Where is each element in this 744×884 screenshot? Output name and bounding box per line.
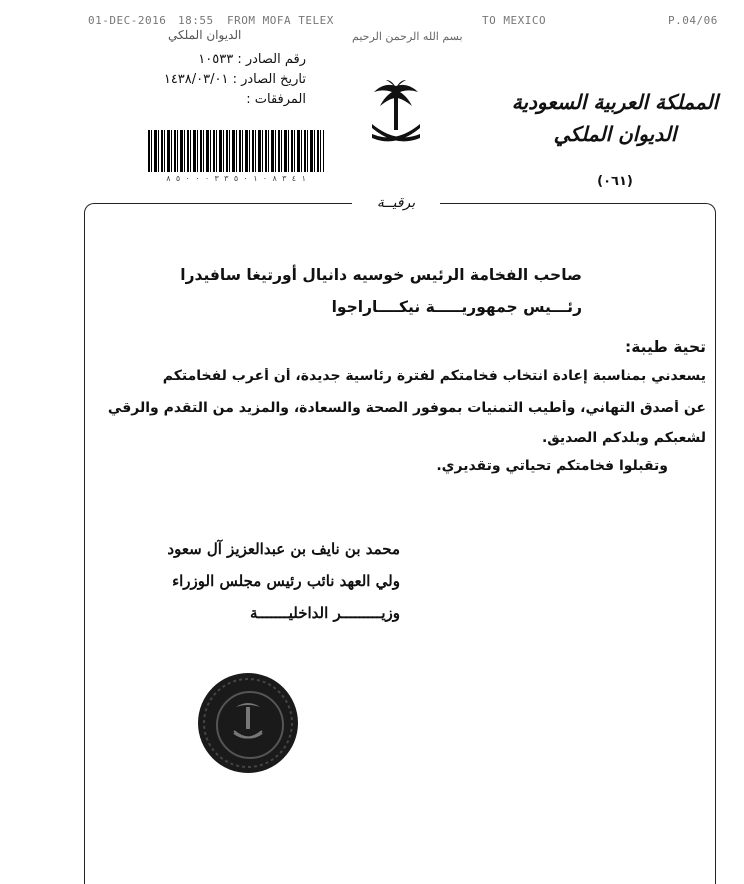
official-seal-icon: [198, 673, 298, 773]
attachments-label: المرفقات :: [246, 92, 306, 107]
fax-from: FROM MOFA TELEX: [227, 14, 334, 27]
kingdom-title: المملكة العربية السعودية: [511, 90, 719, 114]
addressee-line-1: صاحب الفخامة الرئيس خوسيه دانيال أورتيغا سافيدرا: [180, 266, 582, 284]
fax-time: 18:55: [178, 14, 214, 27]
diwan-small: الديوان الملكي: [168, 28, 242, 42]
barcode: [148, 130, 324, 172]
body-line-2: عن أصدق التهاني، وأطيب التمنيات بموفور الصحة والسعادة، والمزيد من التقدم والرقي: [107, 400, 706, 416]
reference-date: تاريخ الصادر : ١٤٣٨/٠٣/٠١: [163, 72, 306, 87]
greeting: تحية طيبة:: [625, 338, 706, 356]
fax-to: TO MEXICO: [482, 14, 547, 27]
saudi-emblem-icon: [366, 78, 426, 150]
signatory-name: محمد بن نايف بن عبدالعزيز آل سعود: [167, 540, 400, 558]
body-line-1: يسعدني بمناسبة إعادة انتخاب فخامتكم لفترة رئاسية جديدة، أن أعرب لفخامتكم: [162, 368, 706, 384]
fax-date: 01-DEC-2016: [88, 14, 167, 27]
reference-number: رقم الصادر : ١٠٥٣٣: [198, 52, 306, 67]
fax-page: P.04/06: [668, 14, 718, 27]
barcode-digits: ١ ٤ ٣ ٨ ٠ ١ ٠ ٥ ٣ ٣ ٠ ٠ ٠ ٥ ٨: [165, 174, 306, 183]
court-code: (٠٦١): [597, 174, 633, 189]
closing-line: وتقبلوا فخامتكم تحياتي وتقديري.: [436, 458, 668, 474]
signatory-title-2: وزيـــــــــر الداخليـــــــة: [249, 604, 400, 622]
basmala: بسم الله الرحمن الرحيم: [352, 30, 463, 43]
telegram-label: برقيــة: [352, 195, 440, 215]
addressee-line-2: رئـــيس جمهوريـــــة نيكــــاراجوا: [331, 298, 582, 316]
royal-court-title: الديوان الملكي: [553, 122, 677, 146]
body-line-3: لشعبكم وبلدكم الصديق.: [541, 430, 706, 446]
signatory-title-1: ولي العهد نائب رئيس مجلس الوزراء: [172, 572, 400, 590]
